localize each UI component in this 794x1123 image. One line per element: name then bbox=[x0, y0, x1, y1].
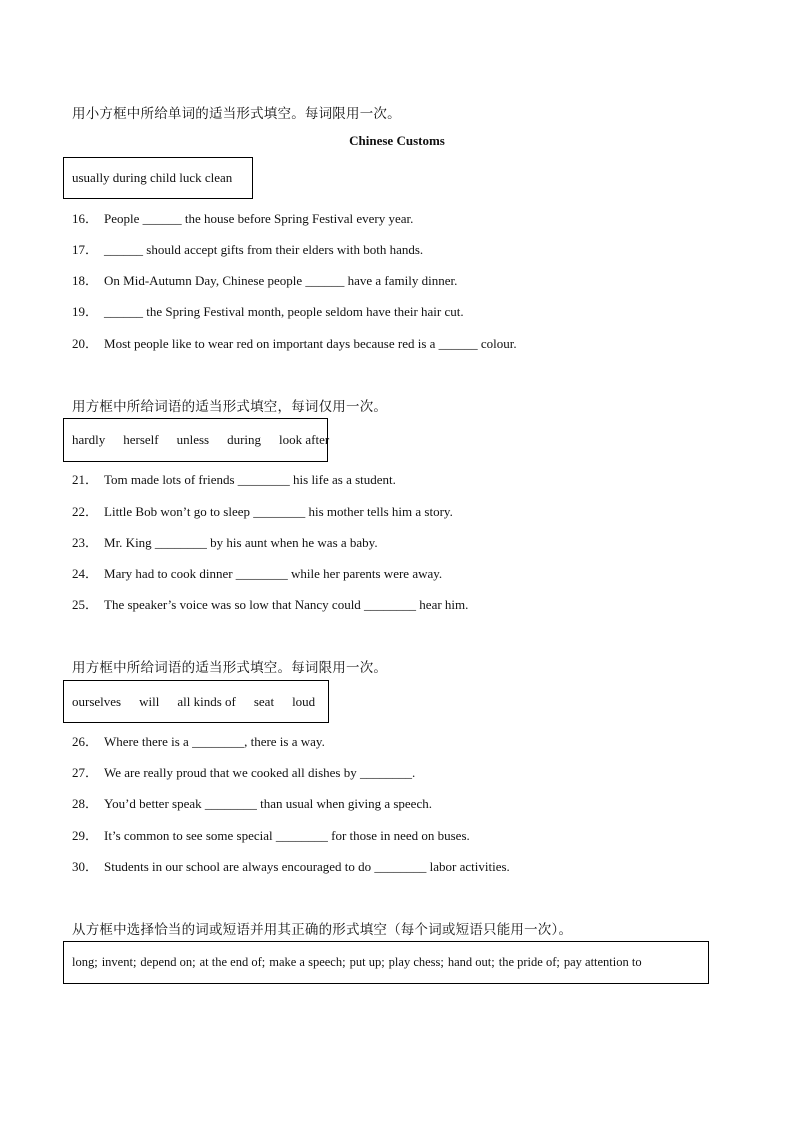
word-item: all kinds of bbox=[177, 693, 236, 709]
word-item: look after bbox=[279, 432, 330, 447]
word-item: make a speech; bbox=[269, 955, 346, 969]
word-item: unless bbox=[176, 432, 210, 447]
question-23: 23． Mr. King ________ by his aunt when he was a baby. bbox=[72, 535, 378, 550]
word-item: hand out; bbox=[447, 955, 495, 969]
section-4-word-box bbox=[63, 941, 709, 984]
word-box-text: usually during child luck clean bbox=[72, 170, 233, 185]
word-item: hardly bbox=[72, 432, 106, 447]
word-item: the pride of; bbox=[498, 955, 560, 969]
section-2-instruction: 用方框中所给词语的适当形式填空，每词仅用一次。 bbox=[72, 399, 388, 415]
question-17: 17． ______ should accept gifts from their elders with both hands. bbox=[72, 242, 424, 257]
section-4-instruction: 从方框中选择恰当的词或短语并用其正确的形式填空（每个词或短语只能用一次）。 bbox=[72, 922, 573, 938]
section-1-word-box bbox=[63, 157, 253, 199]
question-16: 16． People ______ the house before Spring Festival every year. bbox=[72, 211, 414, 226]
word-item: herself bbox=[123, 432, 159, 447]
word-item: pay attention to bbox=[563, 955, 642, 969]
section-3-word-box bbox=[63, 680, 329, 723]
question-27: 27． We are really proud that we cooked all dishes by ________. bbox=[72, 765, 416, 780]
question-25: 25． The speaker’s voice was so low that Nancy could ________ hear him. bbox=[72, 597, 469, 612]
word-item: seat bbox=[253, 693, 275, 709]
word-item: during bbox=[227, 432, 262, 447]
word-item: at the end of; bbox=[199, 955, 266, 969]
question-21: 21． Tom made lots of friends ________ his life as a student. bbox=[72, 472, 396, 487]
section-1-instruction: 用小方框中所给单词的适当形式填空。每词限用一次。 bbox=[72, 106, 401, 122]
question-19: 19． ______ the Spring Festival month, people seldom have their hair cut. bbox=[72, 304, 464, 319]
section-2-word-box bbox=[63, 418, 328, 462]
word-item: play chess; bbox=[388, 955, 444, 969]
word-item: loud bbox=[292, 693, 316, 709]
word-item: put up; bbox=[349, 955, 385, 969]
section-1-title: Chinese Customs bbox=[349, 133, 445, 148]
question-18: 18． On Mid-Autumn Day, Chinese people ______ have a family dinner. bbox=[72, 273, 458, 288]
word-item: ourselves bbox=[72, 693, 122, 709]
question-24: 24． Mary had to cook dinner ________ while her parents were away. bbox=[72, 566, 443, 581]
word-item: will bbox=[139, 693, 160, 709]
question-20: 20． Most people like to wear red on important days because red is a ______ colour. bbox=[72, 336, 517, 351]
question-28: 28． You’d better speak ________ than usual when giving a speech. bbox=[72, 796, 432, 811]
word-item: depend on; bbox=[140, 955, 196, 969]
word-item: invent; bbox=[101, 955, 137, 969]
section-3-instruction: 用方框中所给词语的适当形式填空。每词限用一次。 bbox=[72, 660, 388, 676]
question-26: 26． Where there is a ________, there is a way. bbox=[72, 734, 325, 749]
question-22: 22． Little Bob won’t go to sleep ________ his mother tells him a story. bbox=[72, 504, 453, 519]
word-item: long; bbox=[72, 955, 98, 969]
question-29: 29． It’s common to see some special ________ for those in need on buses. bbox=[72, 828, 470, 843]
question-30: 30． Students in our school are always encouraged to do ________ labor activities. bbox=[72, 859, 510, 874]
